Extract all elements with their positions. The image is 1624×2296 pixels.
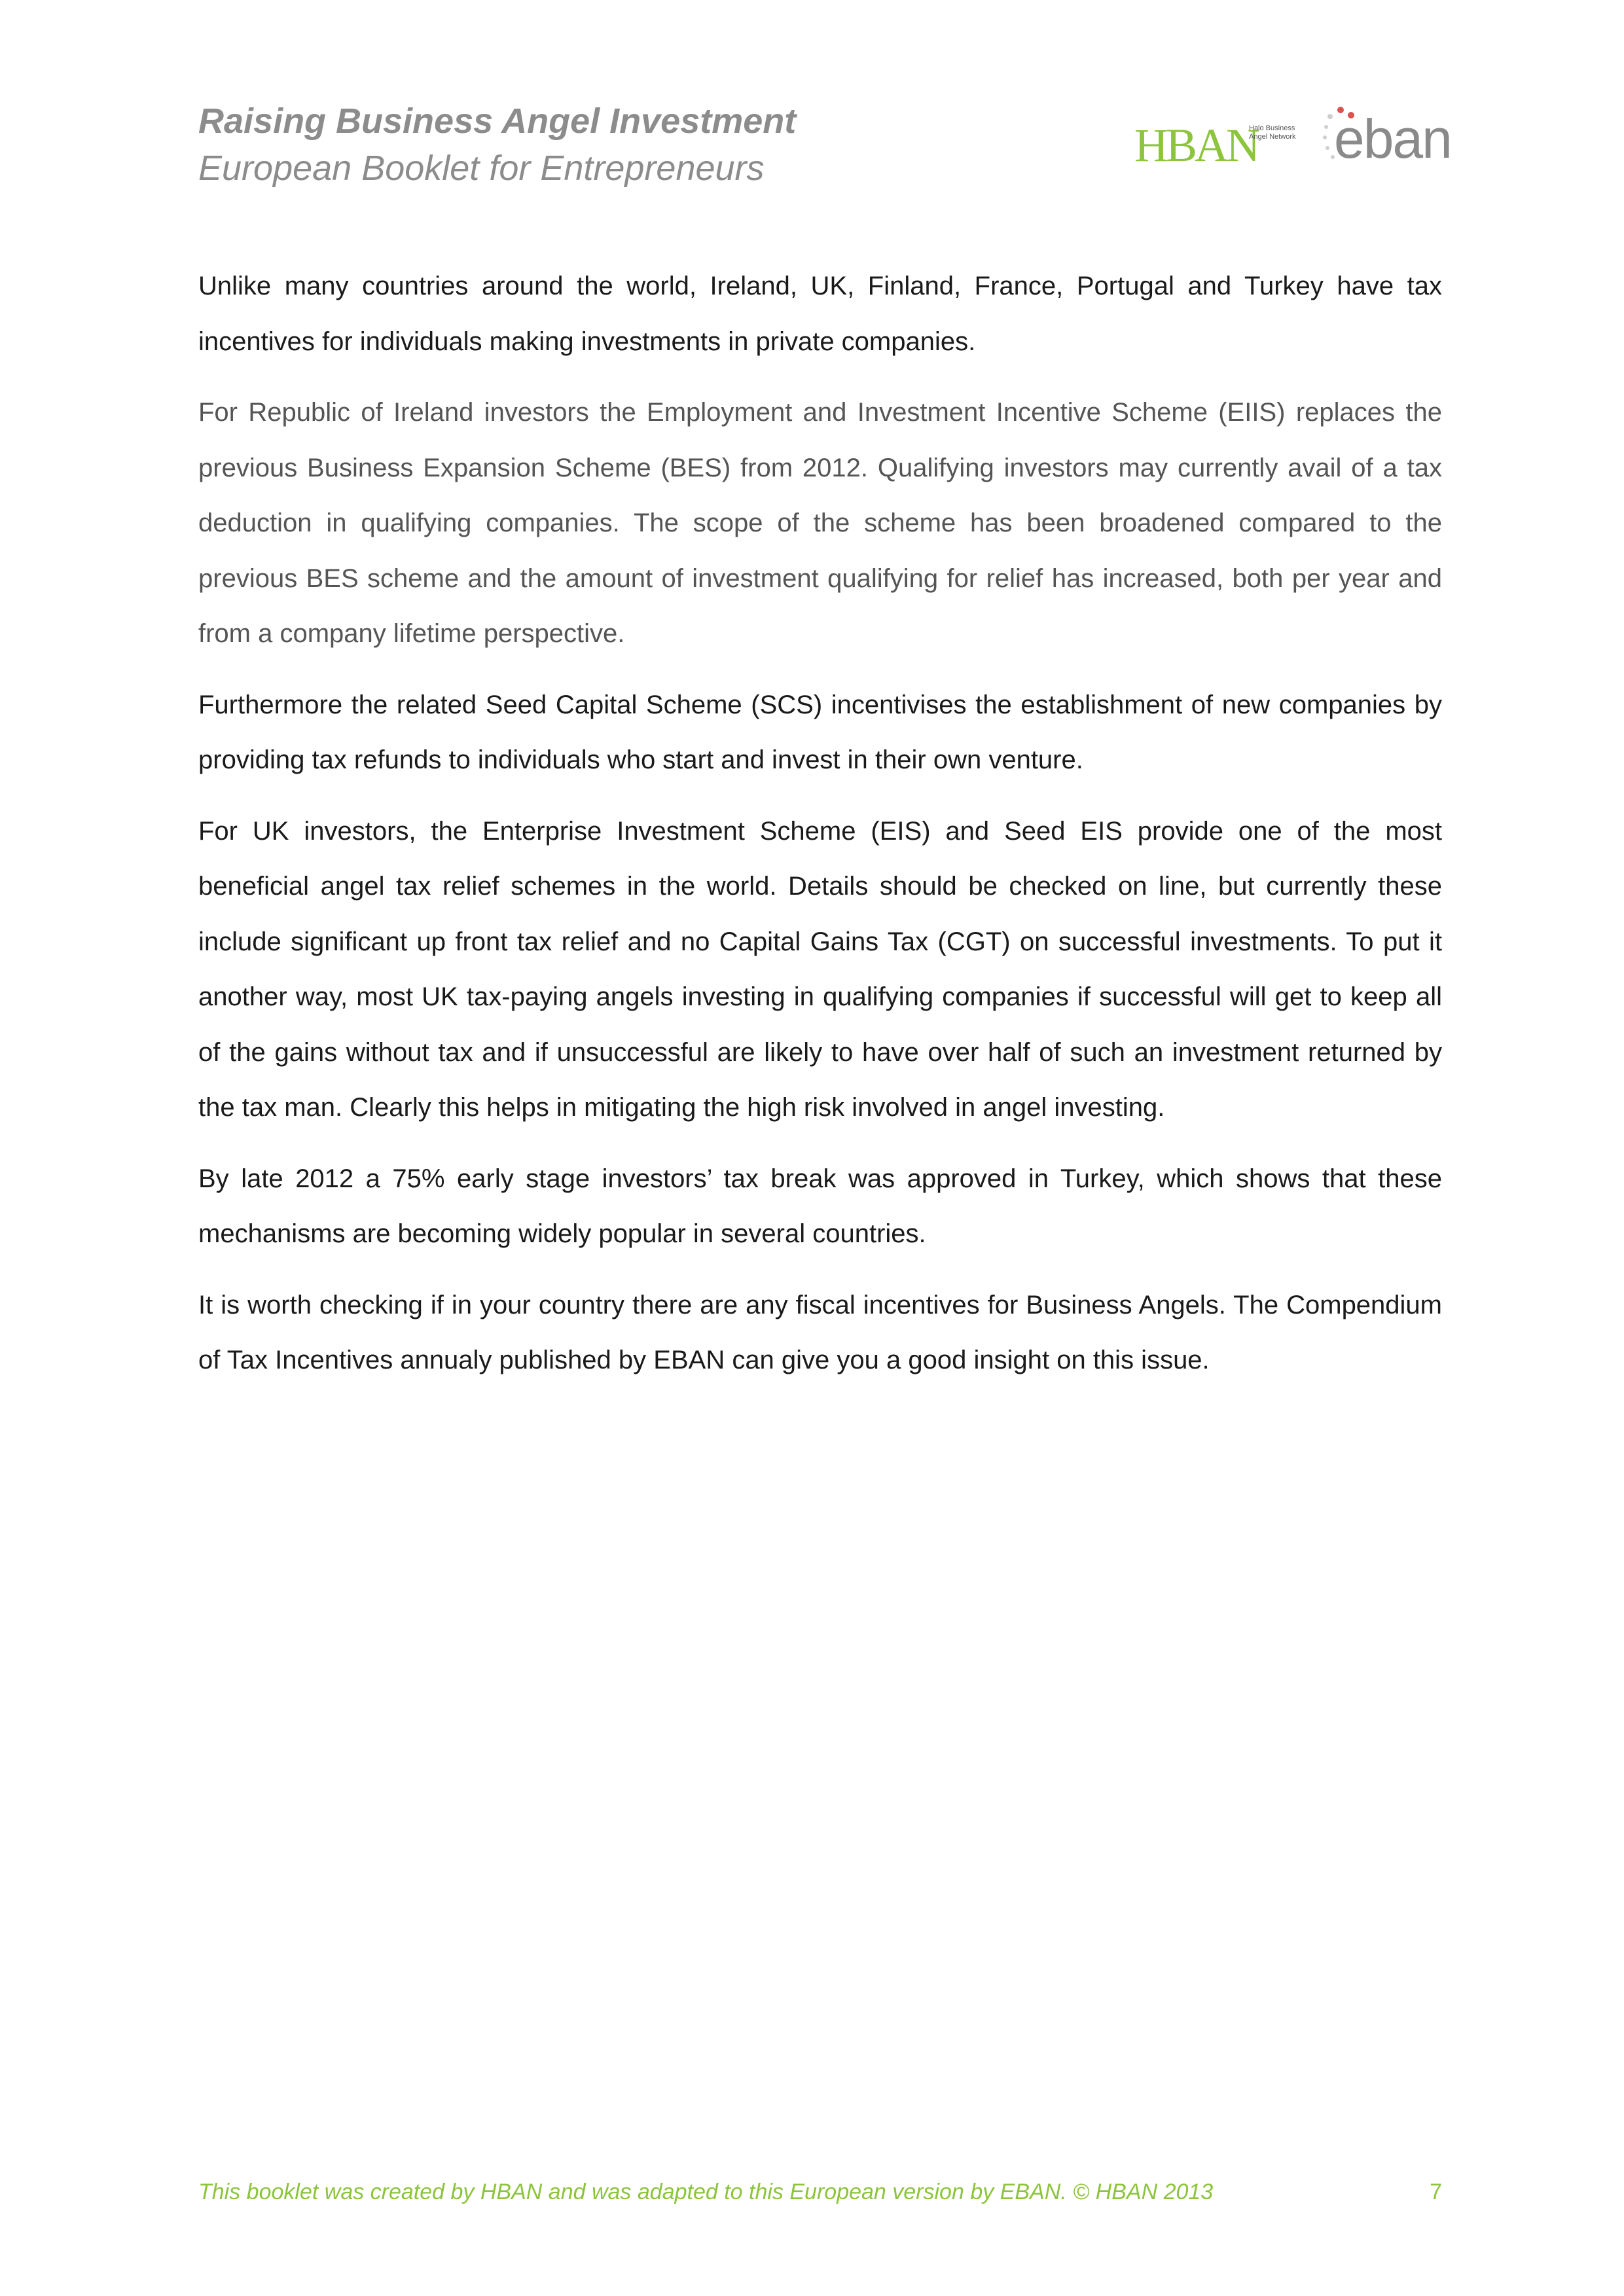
- page-number: 7: [1430, 2179, 1442, 2204]
- footer-credit: This booklet was created by HBAN and was adapted to this European version by EBAN. © HBAN 2013: [198, 2179, 1214, 2204]
- hban-logo-caption: Halo Business Angel Network: [1249, 124, 1296, 141]
- hban-logo: [1134, 113, 1296, 171]
- paragraph-fiscal-incentives-check: It is worth checking if in your country there are any fiscal incentives for Business Angels. The Compendium of Tax Incentives annualy published by EBAN can give you a good insight on this issue.: [198, 1290, 1442, 1374]
- hban-logo-mark: HBAN: [1134, 119, 1258, 171]
- document-subtitle: European Booklet for Entrepreneurs: [198, 149, 765, 188]
- page-footer: [198, 2179, 1442, 2219]
- document-title: Raising Business Angel Investment: [198, 101, 797, 141]
- eban-logo-text: eban: [1334, 108, 1451, 170]
- paragraph-seed-capital-scheme: Furthermore the related Seed Capital Scheme (SCS) incentivises the establishment of new companies by providing tax refunds to individuals who start and invest in their own venture.: [198, 690, 1442, 774]
- paragraph-uk-eis: For UK investors, the Enterprise Investment Scheme (EIS) and Seed EIS provide one of the most beneficial angel tax relief schemes in the world. Details should be checked on line, but currently these include significant up front tax relief and no Capital Gains Tax (CGT) on successful investments. To put it another way, most UK tax-paying angels investing in qualifying companies if successful will get to keep all of the gains without tax and if unsuccessful are likely to have over half of such an investment returned by the tax man. Clearly this helps in mitigating the high risk involved in angel investing.: [198, 816, 1442, 1122]
- eban-logo: [1321, 98, 1451, 177]
- paragraph-turkey-tax-break: By late 2012 a 75% early stage investors’ tax break was approved in Turkey, which shows that these mechanisms are becoming widely popular in several countries.: [198, 1164, 1442, 1248]
- body-content: [198, 259, 1442, 1404]
- paragraph-ireland-eiis: For Republic of Ireland investors the Employment and Investment Incentive Scheme (EIIS) replaces the previous Business Expansion Scheme (BES) from 2012. Qualifying investors may currently avail of a tax deduction in qualifying companies. The scope of the scheme has been broadened compared to the previous BES scheme and the amount of investment qualifying for relief has increased, both per year and from a company lifetime perspective.: [198, 398, 1442, 648]
- paragraph-tax-incentives-intro: Unlike many countries around the world, Ireland, UK, Finland, France, Portugal and Turkey have tax incentives for individuals making investments in private companies.: [198, 272, 1442, 356]
- page-header: [198, 98, 1451, 203]
